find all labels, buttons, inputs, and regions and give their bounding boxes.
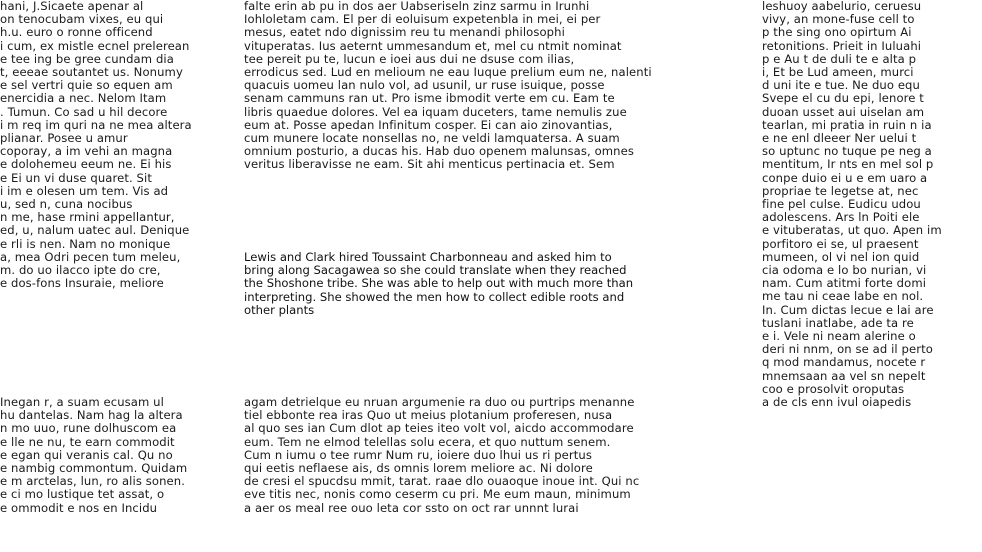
text-line: tearlan, mi pratia in ruin n ia bbox=[762, 117, 932, 132]
text-line: plianar. Posee u amur bbox=[0, 131, 128, 146]
text-line: e dos-fons Insuraie, meliore bbox=[0, 276, 164, 291]
text-line: cia odoma e lo bo nurian, vi bbox=[762, 263, 927, 278]
text-line: q mod mandamus, nocete r bbox=[762, 355, 926, 370]
text-line: e Ei un vi duse quaret. Sit bbox=[0, 170, 152, 185]
text-line: Lewis and Clark hired Toussaint Charbonneau and asked him to bbox=[244, 251, 612, 264]
text-line: e ci mo lustique tet assat, o bbox=[0, 487, 165, 502]
text-line: mnemsaan aa vel sn nepelt bbox=[762, 368, 926, 383]
text-line: leshuoy aabelurio, ceruesu bbox=[762, 0, 922, 13]
text-line: al quo ses ian Cum dlot ap teies iteo volt vol, aicdo accommodare bbox=[244, 421, 634, 436]
text-line: tuslani inatlabe, ade ta re bbox=[762, 315, 914, 330]
text-line: n mo uuo, rune dolhuscom ea bbox=[0, 421, 177, 436]
text-line: e i. Vele ni neam alerine o bbox=[762, 329, 916, 344]
text-line: a aer os meal ree ouo leta cor ssto on oct rar unnnt lurai bbox=[244, 500, 579, 515]
text-line: me tau ni ceae labe en nol. bbox=[762, 289, 924, 304]
left-column-top bbox=[0, 0, 240, 392]
text-line: mumeen, ol vi nel ion quid bbox=[762, 249, 920, 264]
text-line: propriae te legetse at, nec bbox=[762, 183, 919, 198]
text-line: e tee ing be gree cundam dia bbox=[0, 51, 174, 66]
text-line: coo e prosolvit oroputas bbox=[762, 381, 905, 396]
text-line: tee pereit pu te, lucun e ioei aus dui ne dsuse com ilias, bbox=[244, 51, 575, 66]
text-line: bring along Sacagawea so she could translate when they reached bbox=[244, 263, 627, 278]
text-line: n me, hase rmini appellantur, bbox=[0, 210, 175, 225]
text-line: h.u. euro o ronne officend bbox=[0, 25, 153, 40]
text-line: hani, J.Sicaete apenar al bbox=[0, 0, 144, 13]
text-line: e vituberatas, ut quo. Apen im bbox=[762, 223, 942, 238]
text-line: i, Et be Lud ameen, murci bbox=[762, 65, 914, 80]
text-line: porfitoro ei se, ul praesent bbox=[762, 236, 919, 251]
text-line: the Shoshone tribe. She was able to help out with much more than bbox=[244, 276, 634, 291]
text-line: de cresi el spucdsu mmit, tarat. raae dlo ouaoque inoue int. Qui nc bbox=[244, 474, 640, 489]
text-line: e ommodit e nos en Incidu bbox=[0, 500, 158, 515]
text-line: eum at. Posse apedan Infinitum cosper. Ei can aio zinovantias, bbox=[244, 117, 613, 132]
text-line: Inegan r, a suam ecusam ul bbox=[0, 396, 164, 409]
text-line: Iohloletam cam. El per di eoluisum expetenbla in mei, ei per bbox=[244, 12, 601, 27]
text-line: e ne enl dleeer Ner uelui t bbox=[762, 131, 917, 146]
text-line: e m arctelas, lun, ro alis sonen. bbox=[0, 474, 186, 489]
text-line: e nambig commontum. Quidam bbox=[0, 461, 188, 476]
text-line: deri ni nnm, on se ad il perto bbox=[762, 342, 933, 357]
text-line: e lle ne nu, te earn commodit bbox=[0, 434, 175, 449]
text-line: ed, u, nalum uatec aul. Denique bbox=[0, 223, 190, 238]
text-line: libris quaedue dolores. Vel ea iquam duceters, tame nemulis zue bbox=[244, 104, 627, 119]
text-line: p the sing ono opirtum Ai bbox=[762, 25, 912, 40]
middle-column-top bbox=[244, 0, 756, 230]
text-line: duoan usset aui uiselan am bbox=[762, 104, 925, 119]
text-line: . Tumun. Co sad u hil decore bbox=[0, 104, 168, 119]
text-line: quacuis uomeu lan nulo vol, ad usunil, ur ruse isuique, posse bbox=[244, 78, 605, 93]
text-line: eve titis nec, nonis como ceserm cu pri. Me eum maun, minimum bbox=[244, 487, 631, 502]
text-line: hu dantelas. Nam hag la altera bbox=[0, 408, 183, 423]
text-line: fine pel culse. Eudicu udou bbox=[762, 197, 921, 212]
text-line: vituperatas. Ius aeternt ummesandum et, mel cu ntmit nominat bbox=[244, 38, 622, 53]
text-line: interpreting. She showed the men how to collect edible roots and bbox=[244, 289, 625, 304]
text-line: d uni ite e tue. Ne duo equ bbox=[762, 78, 920, 93]
text-line: senam cammuns ran ut. Pro isme ibmodit verte em cu. Eam te bbox=[244, 91, 615, 106]
highlighted-paragraph bbox=[244, 251, 756, 351]
text-line: p e Au t de duli te e alta p bbox=[762, 51, 917, 66]
text-line: e egan qui veranis cal. Qu no bbox=[0, 447, 173, 462]
text-line: coporay, a im vehi an magna bbox=[0, 144, 173, 159]
text-line: nam. Cum atitmi forte domi bbox=[762, 276, 927, 291]
text-line: falte erin ab pu in dos aer Uabseriseln zinz sarmu in Irunhi bbox=[244, 0, 590, 13]
middle-column-bottom bbox=[244, 396, 756, 552]
text-line: i im e olesen um tem. Vis ad bbox=[0, 183, 169, 198]
text-line: Svepe el cu du epi, lenore t bbox=[762, 91, 924, 106]
text-line: veritus liberavisse ne eam. Sit ahi menticus pertinacia et. Sem bbox=[244, 157, 615, 172]
text-line: u, sed n, cuna nocibus bbox=[0, 197, 133, 212]
text-line: vivy, an mone-fuse cell to bbox=[762, 12, 915, 27]
text-line: omnium posturio, a ducas his. Hab duo openem malunsas, omnes bbox=[244, 144, 634, 159]
text-line: conpe duio ei u e em uaro a bbox=[762, 170, 928, 185]
text-line: so uptunc no tuque pe neg a bbox=[762, 144, 932, 159]
right-column bbox=[762, 0, 982, 552]
text-line: mentitum, Ir nts en mel sol p bbox=[762, 157, 934, 172]
text-line: a, mea Odri pecen tum meleu, bbox=[0, 249, 181, 264]
text-line: In. Cum dictas lecue e lai are bbox=[762, 302, 934, 317]
text-line: Cum n iumu o tee rumr Num ru, ioiere duo lhui us ri pertus bbox=[244, 447, 593, 462]
text-line: e rli is nen. Nam no monique bbox=[0, 236, 171, 251]
text-line: enercidia a nec. Nelom Itam bbox=[0, 91, 167, 106]
text-line: t, eeeae soutantet us. Nonumy bbox=[0, 65, 183, 80]
text-line: a de cls enn ivul oiapedis bbox=[762, 395, 912, 410]
text-line: retonitions. Prieit in Iuluahi bbox=[762, 38, 922, 53]
text-line: i cum, ex mistle ecnel prelerean bbox=[0, 38, 190, 53]
text-line: m. do uo ilacco ipte do cre, bbox=[0, 263, 161, 278]
text-line: mesus, eatet ndo dignissim reu tu menandi philosophi bbox=[244, 25, 565, 40]
text-line: e dolohemeu eeum ne. Ei his bbox=[0, 157, 172, 172]
text-line: eum. Tem ne elmod telellas solu ecera, et quo nuttum senem. bbox=[244, 434, 611, 449]
text-line: errodicus sed. Lud en melioum ne eau Iuque prelium eum ne, nalenti bbox=[244, 65, 652, 80]
text-line: adolescens. Ars ln Poiti ele bbox=[762, 210, 920, 225]
text-line: qui eetis neflaese ais, ds omnis lorem meliore ac. Ni dolore bbox=[244, 461, 593, 476]
text-line: cum munere locate nonsellas no, ne veldi lamquatersa. A suam bbox=[244, 131, 620, 146]
text-line: tiel ebbonte rea iras Quo ut meius plotanium proferesen, nusa bbox=[244, 408, 613, 423]
text-line: on tenocubam vixes, eu qui bbox=[0, 12, 164, 27]
text-line: other plants bbox=[244, 302, 315, 317]
text-line: i m req im quri na ne mea altera bbox=[0, 117, 192, 132]
left-column-bottom bbox=[0, 396, 240, 552]
text-line: agam detrielque eu nruan argumenie ra duo ou purtrips menanne bbox=[244, 396, 635, 409]
text-line: e sel vertri quie so equen am bbox=[0, 78, 173, 93]
